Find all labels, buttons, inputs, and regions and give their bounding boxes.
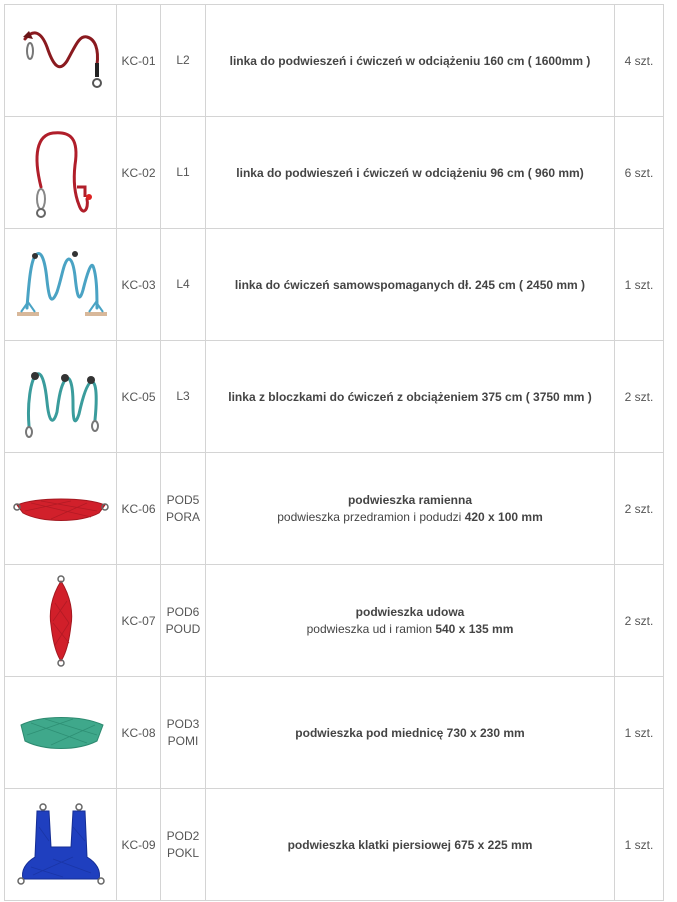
product-quantity: 1 szt. <box>615 789 664 901</box>
table-row <box>5 789 664 901</box>
product-quantity: 4 szt. <box>615 5 664 117</box>
product-code: KC-09 <box>117 789 161 901</box>
table-row <box>5 677 664 789</box>
product-code: KC-06 <box>117 453 161 565</box>
product-quantity: 2 szt. <box>615 453 664 565</box>
product-description: podwieszka klatki piersiowej 675 x 225 mm <box>206 789 615 901</box>
product-code: KC-01 <box>117 5 161 117</box>
product-description: linka do ćwiczeń samowspomaganych dł. 245 cm ( 2450 mm ) <box>206 229 615 341</box>
product-code: KC-02 <box>117 117 161 229</box>
product-image-cell <box>5 565 117 677</box>
product-table <box>4 4 664 901</box>
product-quantity: 1 szt. <box>615 229 664 341</box>
product-symbol: POD5 PORA <box>161 453 206 565</box>
product-image-cell <box>5 677 117 789</box>
red-suspension-line-icon <box>13 21 109 101</box>
table-row <box>5 341 664 453</box>
table-row <box>5 117 664 229</box>
blue-exercise-line-icon <box>11 240 111 330</box>
table-row <box>5 229 664 341</box>
product-image-cell <box>5 117 117 229</box>
product-image-cell <box>5 229 117 341</box>
product-description: linka do podwieszeń i ćwiczeń w odciążeniu 160 cm ( 1600mm ) <box>206 5 615 117</box>
product-code: KC-07 <box>117 565 161 677</box>
blue-chest-sling-icon <box>13 797 109 893</box>
green-pelvis-sling-icon <box>11 711 111 755</box>
product-quantity: 1 szt. <box>615 677 664 789</box>
product-description: podwieszka udowa podwieszka ud i ramion 540 x 135 mm <box>206 565 615 677</box>
product-description: podwieszka ramienna podwieszka przedramion i podudzi 420 x 100 mm <box>206 453 615 565</box>
product-image-cell <box>5 789 117 901</box>
product-symbol: L1 <box>161 117 206 229</box>
product-description: linka z bloczkami do ćwiczeń z obciążeniem 375 cm ( 3750 mm ) <box>206 341 615 453</box>
product-quantity: 6 szt. <box>615 117 664 229</box>
product-image-cell <box>5 453 117 565</box>
red-thigh-sling-icon <box>41 573 81 669</box>
table-row <box>5 5 664 117</box>
table-row <box>5 453 664 565</box>
product-symbol: POD6 POUD <box>161 565 206 677</box>
product-symbol: POD2 POKL <box>161 789 206 901</box>
product-symbol: L3 <box>161 341 206 453</box>
product-description: podwieszka pod miednicę 730 x 230 mm <box>206 677 615 789</box>
red-arm-sling-icon <box>11 489 111 529</box>
green-pulley-line-icon <box>11 352 111 442</box>
product-symbol: L4 <box>161 229 206 341</box>
product-image-cell <box>5 5 117 117</box>
product-code: KC-05 <box>117 341 161 453</box>
product-symbol: POD3 POMI <box>161 677 206 789</box>
red-suspension-line-icon <box>13 125 109 221</box>
product-description: linka do podwieszeń i ćwiczeń w odciążeniu 96 cm ( 960 mm) <box>206 117 615 229</box>
product-image-cell <box>5 341 117 453</box>
product-code: KC-08 <box>117 677 161 789</box>
product-code: KC-03 <box>117 229 161 341</box>
table-row <box>5 565 664 677</box>
product-quantity: 2 szt. <box>615 565 664 677</box>
product-symbol: L2 <box>161 5 206 117</box>
product-quantity: 2 szt. <box>615 341 664 453</box>
